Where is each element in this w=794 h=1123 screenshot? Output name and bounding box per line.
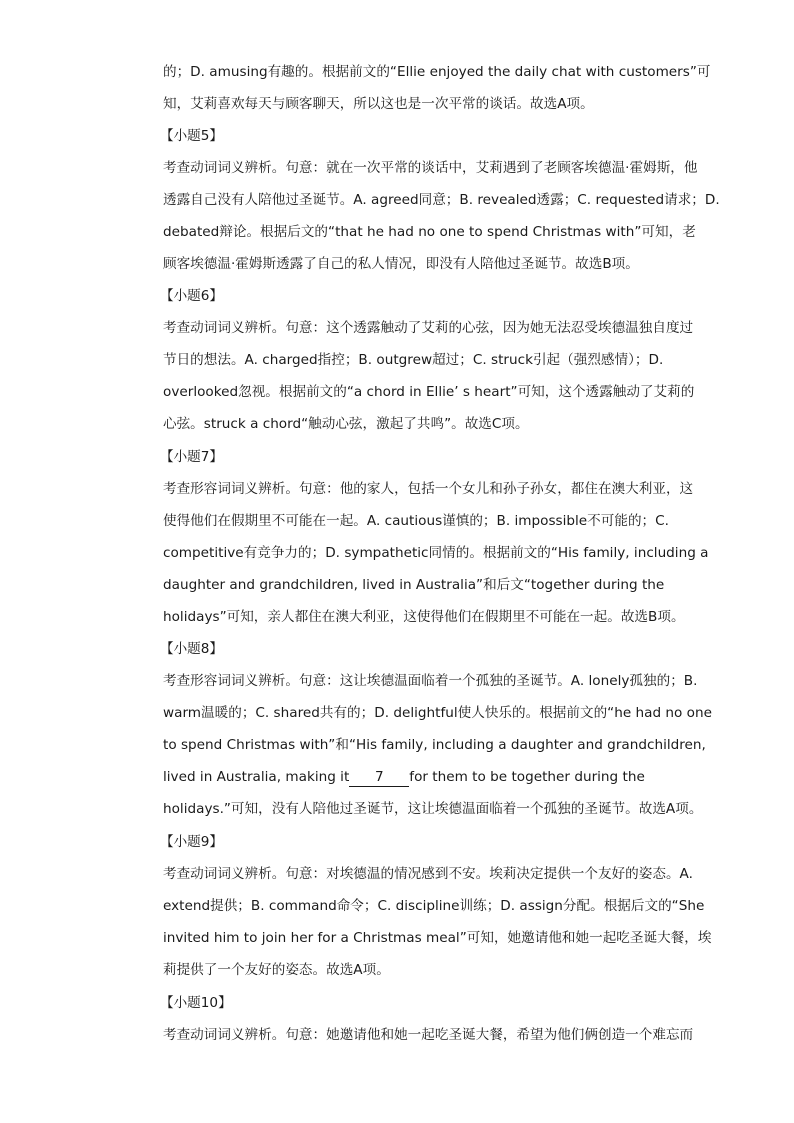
text-line: 心弦。struck a chord“触动心弦，激起了共鸣”。故选C项。 <box>163 416 529 432</box>
text-line: 莉提供了一个友好的姿态。故选A项。 <box>163 962 390 978</box>
blank-line-before: lived in Australia, making it <box>163 769 350 785</box>
text-line: 考查动词词义辨析。句意：就在一次平常的谈话中，艾莉遇到了老顾客埃德温·霍姆斯，他 <box>163 160 698 176</box>
text-line: 透露自己没有人陪他过圣诞节。A. agreed同意；B. revealed透露；C. requested请求；D. <box>163 192 720 208</box>
blank-line-after: for them to be together during the <box>409 769 645 785</box>
text-line-with-blank <box>163 767 645 787</box>
text-line: extend提供；B. command命令；C. discipline训练；D. assign分配。根据后文的“She <box>163 898 705 914</box>
text-line: to spend Christmas with”和“His family, including a daughter and grandchildren, <box>163 737 706 753</box>
text-line: competitive有竞争力的；D. sympathetic同情的。根据前文的“His family, including a <box>163 545 709 561</box>
text-line: 知，艾莉喜欢每天与顾客聊天，所以这也是一次平常的谈话。故选A项。 <box>163 96 594 112</box>
section-heading: 【小题7】 <box>160 449 224 465</box>
text-line: 顾客埃德温·霍姆斯透露了自己的私人情况，即没有人陪他过圣诞节。故选B项。 <box>163 256 639 272</box>
text-line: 考查形容词词义辨析。句意：这让埃德温面临着一个孤独的圣诞节。A. lonely孤独的；B. <box>163 673 698 689</box>
section-heading: 【小题10】 <box>160 995 232 1011</box>
text-line: holidays”可知，亲人都住在澳大利亚，这使得他们在假期里不可能在一起。故选B项。 <box>163 609 685 625</box>
text-line: 的；D. amusing有趣的。根据前文的“Ellie enjoyed the daily chat with customers”可 <box>163 64 711 80</box>
text-line: holidays.”可知，没有人陪他过圣诞节，这让埃德温面临着一个孤独的圣诞节。故选A项。 <box>163 801 703 817</box>
text-line: 考查动词词义辨析。句意：对埃德温的情况感到不安。埃莉决定提供一个友好的姿态。A. <box>163 866 693 882</box>
section-heading: 【小题6】 <box>160 288 224 304</box>
text-line: warm温暖的；C. shared共有的；D. delightful使人快乐的。根据前文的“he had no one <box>163 705 712 721</box>
text-line: invited him to join her for a Christmas meal”可知，她邀请他和她一起吃圣诞大餐，埃 <box>163 930 712 946</box>
text-line: 使得他们在假期里不可能在一起。A. cautious谨慎的；B. impossible不可能的；C. <box>163 513 669 529</box>
section-heading: 【小题5】 <box>160 128 224 144</box>
text-line: debated辩论。根据后文的“that he had no one to spend Christmas with”可知，老 <box>163 224 696 240</box>
text-line: 考查动词词义辨析。句意：她邀请他和她一起吃圣诞大餐，希望为他们俩创造一个难忘而 <box>163 1027 694 1043</box>
text-line: overlooked忽视。根据前文的“a chord in Ellie’ s heart”可知，这个透露触动了艾莉的 <box>163 384 695 400</box>
answer-blank: 7 <box>349 769 409 787</box>
text-line: daughter and grandchildren, lived in Australia”和后文“together during the <box>163 577 665 593</box>
section-heading: 【小题9】 <box>160 834 224 850</box>
section-heading: 【小题8】 <box>160 641 224 657</box>
text-line: 考查动词词义辨析。句意：这个透露触动了艾莉的心弦，因为她无法忍受埃德温独自度过 <box>163 320 694 336</box>
text-line: 节日的想法。A. charged指控；B. outgrew超过；C. struck引起（强烈感情）；D. <box>163 352 664 368</box>
text-line: 考查形容词词义辨析。句意：他的家人，包括一个女儿和孙子孙女，都住在澳大利亚，这 <box>163 481 694 497</box>
